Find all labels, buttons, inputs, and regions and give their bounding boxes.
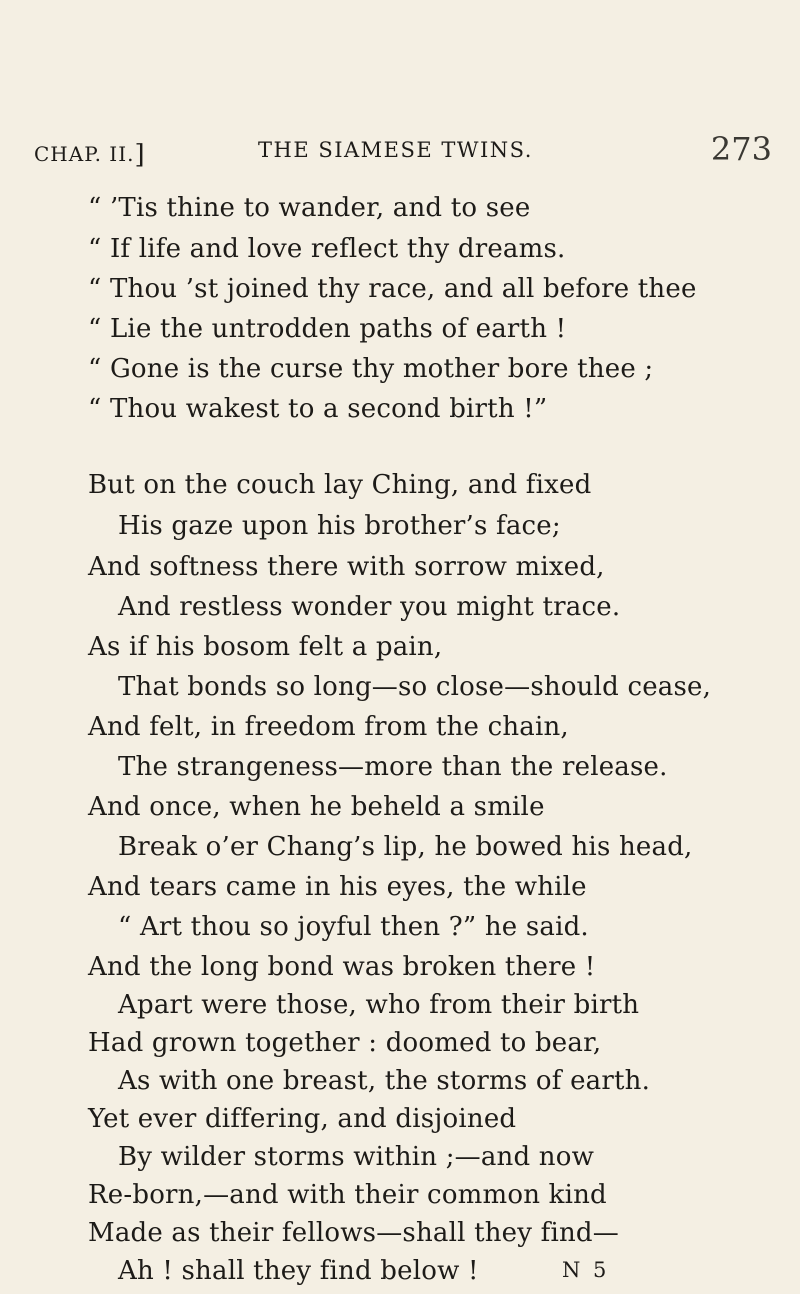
running-title: THE SIAMESE TWINS. <box>258 138 533 162</box>
poem-line: “ If life and love reflect thy dreams. <box>88 234 566 264</box>
printer-signature: N 5 <box>562 1258 610 1282</box>
poem-line: But on the couch lay Ching, and fixed <box>88 470 592 500</box>
poem-line: “ Thou ’st joined thy race, and all before thee <box>88 274 697 304</box>
running-header <box>34 130 772 170</box>
poem-line: “ Gone is the curse thy mother bore thee ; <box>88 354 654 384</box>
chapter-label: CHAP. II.] <box>34 140 146 170</box>
poem-line: “ Lie the untrodden paths of earth ! <box>88 314 567 344</box>
page-number: 273 <box>710 130 772 168</box>
poem-line: By wilder storms within ;—and now <box>118 1142 595 1172</box>
poem-line: Made as their fellows—shall they find— <box>88 1218 619 1248</box>
poem-line: And softness there with sorrow mixed, <box>88 552 605 582</box>
poem-line: And felt, in freedom from the chain, <box>88 712 569 742</box>
poem-line: “ Thou wakest to a second birth !” <box>88 394 548 424</box>
poem-line: And restless wonder you might trace. <box>118 592 621 622</box>
poem-line: Yet ever differing, and disjoined <box>88 1104 517 1134</box>
poem-line: His gaze upon his brother’s face; <box>118 511 561 541</box>
poem-line: As if his bosom felt a pain, <box>88 632 443 662</box>
poem-line: “ Art thou so joyful then ?” he said. <box>118 912 589 942</box>
poem-line: That bonds so long—so close—should cease, <box>118 672 712 702</box>
poem-line: And tears came in his eyes, the while <box>88 872 587 902</box>
poem-line: And the long bond was broken there ! <box>88 952 596 982</box>
poem-line: Ah ! shall they find below ! <box>118 1256 479 1286</box>
poem-line: As with one breast, the storms of earth. <box>118 1066 651 1096</box>
poem-line: Apart were those, who from their birth <box>118 990 640 1020</box>
poem-line: Break o’er Chang’s lip, he bowed his head, <box>118 832 693 862</box>
poem-line: Re-born,—and with their common kind <box>88 1180 607 1210</box>
poem-line: And once, when he beheld a smile <box>88 792 545 822</box>
poem-line: Had grown together : doomed to bear, <box>88 1028 602 1058</box>
poem-line: The strangeness—more than the release. <box>118 752 668 782</box>
poem-line: “ ’Tis thine to wander, and to see <box>88 193 531 223</box>
